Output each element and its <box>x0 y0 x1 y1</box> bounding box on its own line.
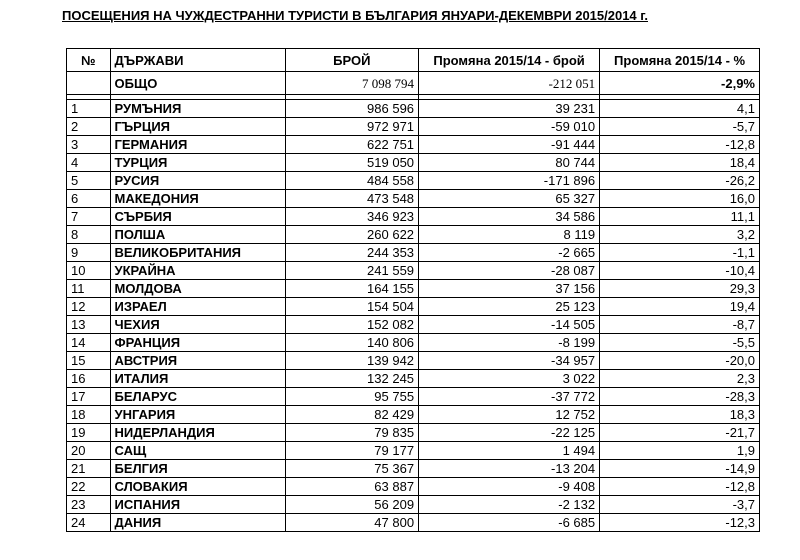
row-country: УНГАРИЯ <box>110 406 285 424</box>
row-count: 164 155 <box>285 280 419 298</box>
row-change: 3 022 <box>419 370 600 388</box>
page-title: ПОСЕЩЕНИЯ НА ЧУЖДЕСТРАННИ ТУРИСТИ В БЪЛГАРИЯ ЯНУАРИ-ДЕКЕМВРИ 2015/2014 г. <box>62 8 648 23</box>
row-num: 12 <box>67 298 111 316</box>
row-pct: -20,0 <box>600 352 760 370</box>
row-change: 39 231 <box>419 100 600 118</box>
row-change: -14 505 <box>419 316 600 334</box>
row-change: 12 752 <box>419 406 600 424</box>
table-row <box>67 118 760 136</box>
row-count: 56 209 <box>285 496 419 514</box>
row-country: ЧЕХИЯ <box>110 316 285 334</box>
row-count: 75 367 <box>285 460 419 478</box>
row-change: 8 119 <box>419 226 600 244</box>
table-row <box>67 442 760 460</box>
row-country: САЩ <box>110 442 285 460</box>
row-num: 10 <box>67 262 111 280</box>
row-count: 139 942 <box>285 352 419 370</box>
row-pct: -10,4 <box>600 262 760 280</box>
row-count: 986 596 <box>285 100 419 118</box>
header-num: № <box>67 49 111 72</box>
row-pct: -12,3 <box>600 514 760 532</box>
table-row <box>67 514 760 532</box>
table-row <box>67 262 760 280</box>
row-num: 5 <box>67 172 111 190</box>
total-count: 7 098 794 <box>285 72 419 95</box>
row-pct: -5,5 <box>600 334 760 352</box>
row-country: ИСПАНИЯ <box>110 496 285 514</box>
row-change: -28 087 <box>419 262 600 280</box>
row-change: -13 204 <box>419 460 600 478</box>
row-pct: 18,4 <box>600 154 760 172</box>
row-num: 23 <box>67 496 111 514</box>
row-pct: 11,1 <box>600 208 760 226</box>
row-change: -37 772 <box>419 388 600 406</box>
row-country: ПОЛША <box>110 226 285 244</box>
row-country: ТУРЦИЯ <box>110 154 285 172</box>
row-pct: 1,9 <box>600 442 760 460</box>
visitors-table <box>66 48 760 532</box>
row-count: 622 751 <box>285 136 419 154</box>
row-num: 19 <box>67 424 111 442</box>
row-num: 24 <box>67 514 111 532</box>
row-change: -22 125 <box>419 424 600 442</box>
row-change: 25 123 <box>419 298 600 316</box>
row-country: МОЛДОВА <box>110 280 285 298</box>
row-count: 152 082 <box>285 316 419 334</box>
header-country: ДЪРЖАВИ <box>110 49 285 72</box>
row-num: 20 <box>67 442 111 460</box>
row-num: 3 <box>67 136 111 154</box>
row-count: 154 504 <box>285 298 419 316</box>
row-count: 244 353 <box>285 244 419 262</box>
row-num: 6 <box>67 190 111 208</box>
table-row <box>67 298 760 316</box>
header-pct: Промяна 2015/14 - % <box>600 49 760 72</box>
row-pct: -1,1 <box>600 244 760 262</box>
row-country: СЪРБИЯ <box>110 208 285 226</box>
row-num: 2 <box>67 118 111 136</box>
row-count: 132 245 <box>285 370 419 388</box>
row-num: 16 <box>67 370 111 388</box>
row-pct: -3,7 <box>600 496 760 514</box>
row-num: 14 <box>67 334 111 352</box>
table-row <box>67 388 760 406</box>
total-num-cell <box>67 72 111 95</box>
total-change: -212 051 <box>419 72 600 95</box>
row-country: АВСТРИЯ <box>110 352 285 370</box>
row-change: 34 586 <box>419 208 600 226</box>
row-country: ИЗРАЕЛ <box>110 298 285 316</box>
row-pct: 4,1 <box>600 100 760 118</box>
row-change: -171 896 <box>419 172 600 190</box>
row-num: 7 <box>67 208 111 226</box>
row-country: ИТАЛИЯ <box>110 370 285 388</box>
row-num: 8 <box>67 226 111 244</box>
table-row <box>67 460 760 478</box>
row-country: БЕЛГИЯ <box>110 460 285 478</box>
row-count: 47 800 <box>285 514 419 532</box>
row-pct: 29,3 <box>600 280 760 298</box>
row-change: -91 444 <box>419 136 600 154</box>
row-country: НИДЕРЛАНДИЯ <box>110 424 285 442</box>
header-change: Промяна 2015/14 - брой <box>419 49 600 72</box>
row-pct: 3,2 <box>600 226 760 244</box>
row-count: 972 971 <box>285 118 419 136</box>
table-row <box>67 226 760 244</box>
row-pct: -12,8 <box>600 478 760 496</box>
row-change: -8 199 <box>419 334 600 352</box>
row-num: 11 <box>67 280 111 298</box>
row-change: 37 156 <box>419 280 600 298</box>
row-pct: -5,7 <box>600 118 760 136</box>
row-country: ФРАНЦИЯ <box>110 334 285 352</box>
row-country: ДАНИЯ <box>110 514 285 532</box>
row-num: 17 <box>67 388 111 406</box>
table-row <box>67 478 760 496</box>
row-change: -9 408 <box>419 478 600 496</box>
table-row <box>67 352 760 370</box>
table-row <box>67 370 760 388</box>
row-pct: -8,7 <box>600 316 760 334</box>
row-pct: 19,4 <box>600 298 760 316</box>
row-pct: 2,3 <box>600 370 760 388</box>
table-row <box>67 136 760 154</box>
row-pct: -14,9 <box>600 460 760 478</box>
row-count: 140 806 <box>285 334 419 352</box>
row-country: МАКЕДОНИЯ <box>110 190 285 208</box>
row-num: 18 <box>67 406 111 424</box>
row-pct: -21,7 <box>600 424 760 442</box>
row-pct: -26,2 <box>600 172 760 190</box>
row-change: -59 010 <box>419 118 600 136</box>
table-row <box>67 172 760 190</box>
total-row <box>67 72 760 95</box>
row-num: 4 <box>67 154 111 172</box>
row-count: 473 548 <box>285 190 419 208</box>
row-change: -6 685 <box>419 514 600 532</box>
table-row <box>67 154 760 172</box>
row-pct: -28,3 <box>600 388 760 406</box>
header-count: БРОЙ <box>285 49 419 72</box>
table-row <box>67 316 760 334</box>
table-row <box>67 280 760 298</box>
table-row <box>67 208 760 226</box>
row-num: 13 <box>67 316 111 334</box>
row-country: БЕЛАРУС <box>110 388 285 406</box>
row-count: 241 559 <box>285 262 419 280</box>
table-row <box>67 244 760 262</box>
row-count: 82 429 <box>285 406 419 424</box>
row-change: 80 744 <box>419 154 600 172</box>
row-change: -34 957 <box>419 352 600 370</box>
row-count: 63 887 <box>285 478 419 496</box>
row-num: 21 <box>67 460 111 478</box>
table-row <box>67 424 760 442</box>
row-count: 79 835 <box>285 424 419 442</box>
table-row <box>67 496 760 514</box>
total-pct: -2,9% <box>600 72 760 95</box>
row-num: 1 <box>67 100 111 118</box>
table-row <box>67 100 760 118</box>
row-count: 346 923 <box>285 208 419 226</box>
row-country: РУМЪНИЯ <box>110 100 285 118</box>
row-count: 260 622 <box>285 226 419 244</box>
row-num: 9 <box>67 244 111 262</box>
row-count: 95 755 <box>285 388 419 406</box>
row-change: 65 327 <box>419 190 600 208</box>
table-row <box>67 190 760 208</box>
row-change: -2 132 <box>419 496 600 514</box>
table-row <box>67 406 760 424</box>
row-count: 79 177 <box>285 442 419 460</box>
row-count: 484 558 <box>285 172 419 190</box>
table-row <box>67 334 760 352</box>
row-count: 519 050 <box>285 154 419 172</box>
row-country: УКРАЙНА <box>110 262 285 280</box>
row-num: 22 <box>67 478 111 496</box>
row-pct: -12,8 <box>600 136 760 154</box>
row-country: СЛОВАКИЯ <box>110 478 285 496</box>
row-country: РУСИЯ <box>110 172 285 190</box>
table-header-row <box>67 49 760 72</box>
row-change: 1 494 <box>419 442 600 460</box>
row-change: -2 665 <box>419 244 600 262</box>
row-pct: 16,0 <box>600 190 760 208</box>
row-country: ГЕРМАНИЯ <box>110 136 285 154</box>
row-country: ГЪРЦИЯ <box>110 118 285 136</box>
row-pct: 18,3 <box>600 406 760 424</box>
row-country: ВЕЛИКОБРИТАНИЯ <box>110 244 285 262</box>
total-label: ОБЩО <box>110 72 285 95</box>
row-num: 15 <box>67 352 111 370</box>
